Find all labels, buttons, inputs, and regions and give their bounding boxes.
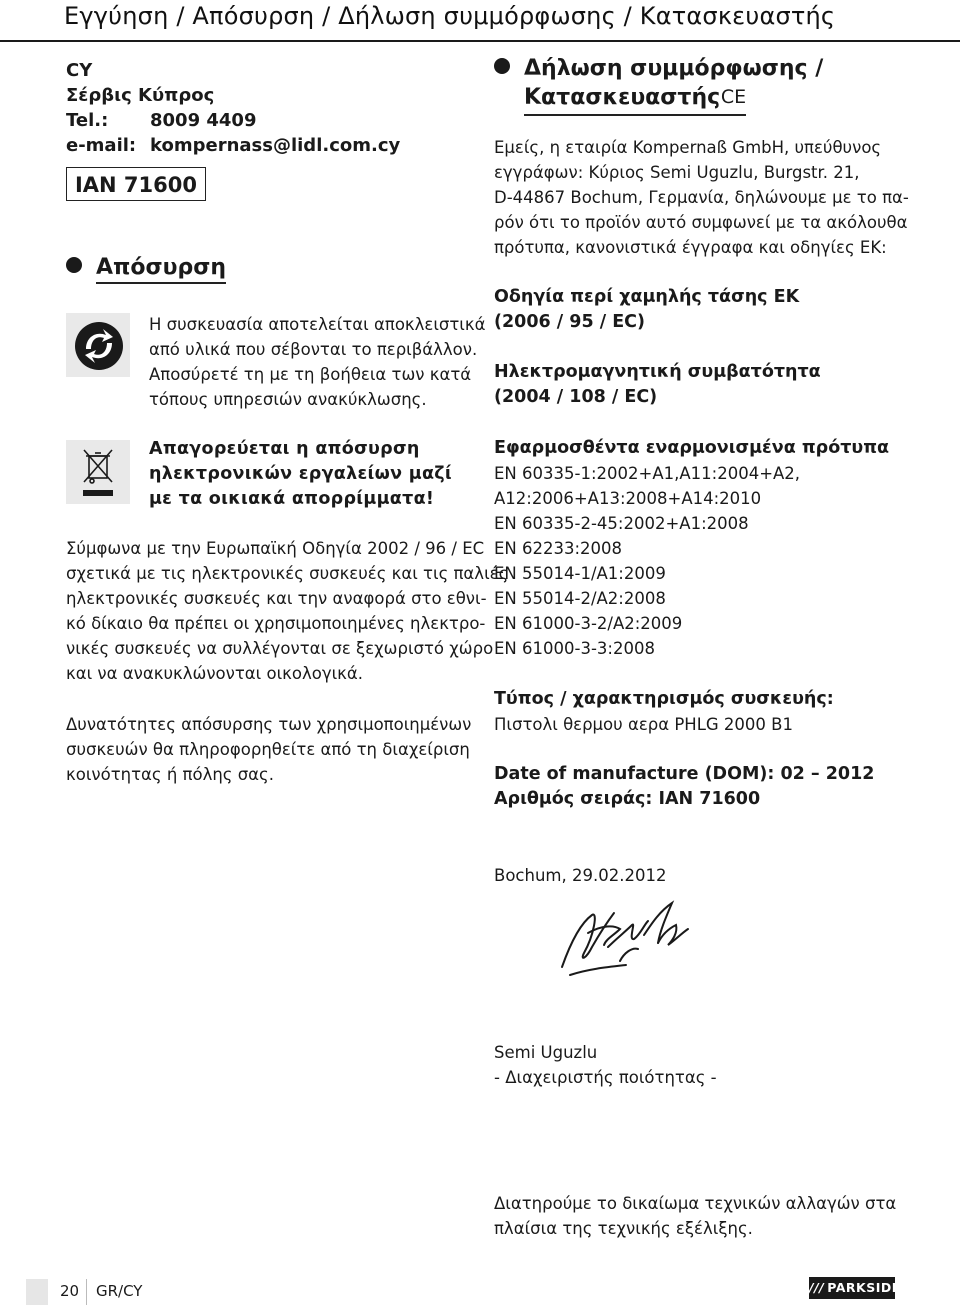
- crossed-bin-icon: [66, 440, 130, 504]
- standard-item: EN 55014-2/A2:2008: [494, 589, 666, 608]
- warning-line: Απαγορεύεται η απόσυρση: [149, 439, 420, 459]
- serial-number: Αριθμός σειράς: IAN 71600: [494, 789, 761, 809]
- disposal-warning: [149, 437, 452, 512]
- signer-name: Semi Uguzlu: [494, 1043, 598, 1062]
- page-number: 20: [60, 1282, 80, 1300]
- standard-item: EN 61000-3-3:2008: [494, 639, 655, 658]
- directive-ref: (2006 / 95 / EC): [494, 312, 646, 332]
- low-voltage-directive: [494, 285, 799, 335]
- directive-title: Οδηγία περί χαμηλής τάσης ΕΚ: [494, 287, 800, 307]
- text-line: συσκευών θα πληροφορηθείτε από τη διαχείριση: [66, 740, 470, 759]
- footer-divider: [86, 1279, 87, 1305]
- standard-item: EN 61000-3-2/A2:2009: [494, 614, 683, 633]
- language-code: GR/CY: [96, 1282, 143, 1300]
- bullet-icon: [494, 58, 510, 74]
- text-line: ρόν ότι το προϊόν αυτό συμφωνεί με τα ακόλουθα: [494, 213, 908, 232]
- text-line: Διατηρούμε το δικαίωμα τεχνικών αλλαγών στα: [494, 1194, 897, 1213]
- harmonised-standards: [494, 436, 889, 661]
- signer-role: - Διαχειριστής ποιότητας -: [494, 1068, 717, 1087]
- text-line: πρότυπα, κανονιστικά έγγραφα και οδηγίες ΕΚ:: [494, 238, 887, 257]
- standards-title: Εφαρμοσθέντα εναρμονισμένα πρότυπα: [494, 438, 890, 458]
- page-header-title: Εγγύηση / Απόσυρση / Δήλωση συμμόρφωσης / Κατασκευαστής: [64, 2, 836, 30]
- text-line: D-44867 Bochum, Γερμανία, δηλώνουμε με το πα-: [494, 188, 909, 207]
- date-of-manufacture: Date of manufacture (DOM): 02 – 2012: [494, 764, 875, 784]
- manufacture-info: [494, 762, 874, 812]
- text-line: από υλικά που σέβονται το περιβάλλον.: [149, 340, 478, 359]
- text-line: κοινότητας ή πόλης σας.: [66, 765, 274, 784]
- signer-block: [494, 1040, 717, 1090]
- text-line: Η συσκευασία αποτελείται αποκλειστικά: [149, 315, 486, 334]
- recycling-icon: [66, 313, 130, 377]
- standard-item: A12:2006+A13:2008+A14:2010: [494, 489, 762, 508]
- text-line: και να ανακυκλώνονται οικολογικά.: [66, 664, 364, 683]
- text-line: τόπους υπηρεσιών ανακύκλωσης.: [149, 390, 427, 409]
- declaration-heading: Δήλωση συμμόρφωσης / Κατασκευαστής CE: [494, 54, 823, 116]
- contact-tel-row: [66, 108, 400, 133]
- contact-block: [66, 58, 400, 158]
- directive-title: Ηλεκτρομαγνητική συμβατότητα: [494, 362, 821, 382]
- text-line: εγγράφων: Κύριος Semi Uguzlu, Burgstr. 21,: [494, 163, 860, 182]
- text-line: ηλεκτρονικές συσκευές και την αναφορά στο εθνι-: [66, 589, 487, 608]
- standard-item: EN 55014-1/A1:2009: [494, 564, 666, 583]
- warning-line: ηλεκτρονικών εργαλείων μαζί: [149, 464, 453, 484]
- text-line: Αποσύρετέ τη με τη βοήθεια των κατά: [149, 365, 472, 384]
- email-value: kompernass@lidl.com.cy: [150, 135, 401, 156]
- device-type-value: Πιστολι θερμου αερα PHLG 2000 B1: [494, 715, 793, 734]
- emc-directive: [494, 360, 821, 410]
- disposal-heading: Απόσυρση: [66, 255, 226, 284]
- device-type: [494, 687, 834, 737]
- text-line: κό δίκαιο θα πρέπει οι χρησιμοποιημένες ηλεκτρο-: [66, 614, 486, 633]
- email-label: e-mail:: [66, 135, 137, 156]
- directive-ref: (2004 / 108 / EC): [494, 387, 658, 407]
- place-date: Bochum, 29.02.2012: [494, 866, 667, 885]
- page-tab-marker: [26, 1279, 48, 1305]
- text-line: Δυνατότητες απόσυρσης των χρησιμοποιημένων: [66, 715, 472, 734]
- header-divider: [0, 40, 960, 42]
- technical-changes-note: [494, 1191, 896, 1241]
- standard-item: EN 62233:2008: [494, 539, 623, 558]
- declaration-intro: [494, 135, 909, 260]
- standard-item: EN 60335-2-45:2002+A1:2008: [494, 514, 749, 533]
- device-type-title: Τύπος / χαρακτηρισμός συσκευής:: [494, 689, 834, 709]
- contact-email-row: [66, 133, 400, 158]
- contact-service: Σέρβις Κύπρος: [66, 85, 215, 106]
- text-line: Εμείς, η εταιρία Kompernaß GmbH, υπεύθυνος: [494, 138, 882, 157]
- packaging-text: [149, 312, 485, 412]
- tel-label: Tel.:: [66, 110, 109, 131]
- ce-mark-icon: CE: [720, 86, 747, 108]
- text-line: σχετικά με τις ηλεκτρονικές συσκευές και τις παλιές: [66, 564, 509, 583]
- standard-item: EN 60335-1:2002+A1,A11:2004+A2,: [494, 464, 801, 483]
- contact-country: CY: [66, 60, 93, 81]
- text-line: νικές συσκευές να συλλέγονται σε ξεχωριστό χώρο: [66, 639, 494, 658]
- disposal-options-paragraph: [66, 712, 471, 787]
- brand-logo: /// PARKSIDE: [809, 1277, 895, 1299]
- text-line: Σύμφωνα με την Ευρωπαϊκή Οδηγία 2002 / 96 / EC: [66, 539, 485, 558]
- directive-paragraph: [66, 536, 508, 686]
- text-line: πλαίσια της τεχνικής εξέλιξης.: [494, 1219, 753, 1238]
- warning-line: με τα οικιακά απορρίμματα!: [149, 489, 435, 509]
- ian-badge: IAN 71600: [66, 167, 206, 201]
- tel-value: 8009 4409: [150, 110, 257, 131]
- bullet-icon: [66, 257, 82, 273]
- signature-image: [548, 895, 718, 989]
